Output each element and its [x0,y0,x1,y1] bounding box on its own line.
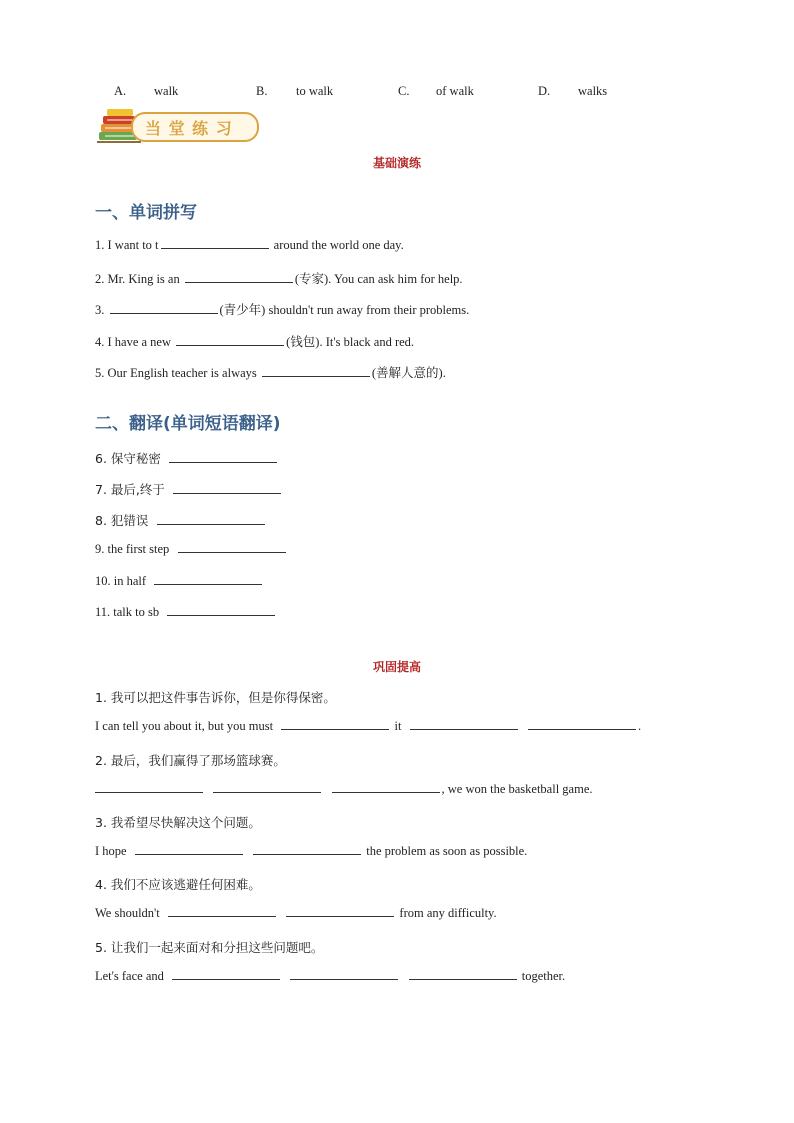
s3-q5-cn: 5. 让我们一起来面对和分担这些问题吧。 [95,940,324,955]
answer-blank[interactable] [290,978,398,980]
s2-item-9-text: 9. the first step [95,542,170,556]
s1-item-2-post: (专家). You can ask him for help. [294,272,463,286]
s3-q1-pre: I can tell you about it, but you must [95,719,274,733]
answer-blank[interactable] [332,791,440,793]
s3-q1-cn: 1. 我可以把这件事告诉你，但是你得保密。 [95,690,336,705]
section2-title: 二、翻译(单词短语翻译) [95,414,281,434]
s2-item-11 [95,605,277,620]
s3-q5-en [95,969,565,984]
option-c-letter: C. [398,84,410,98]
option-b-letter: B. [256,84,268,98]
s1-item-1 [95,238,404,253]
answer-blank[interactable] [154,583,262,585]
s1-item-1-post: around the world one day. [270,238,404,252]
s2-item-6 [95,449,279,467]
s1-item-3-pre: 3. [95,303,108,317]
s3-q3-end: the problem as soon as possible. [366,844,528,858]
answer-blank[interactable] [173,492,281,494]
answer-blank[interactable] [176,344,284,346]
answer-blank[interactable] [169,461,277,463]
answer-blank[interactable] [262,375,370,377]
answer-blank[interactable] [178,551,286,553]
s3-q5-end: together. [521,969,566,983]
s1-item-1-pre: 1. I want to t [95,238,159,252]
s3-q4-cn: 4. 我们不应该逃避任何困难。 [95,877,261,892]
answer-blank[interactable] [253,853,361,855]
s3-q2-en [95,782,593,797]
s2-item-10-text: 10. in half [95,574,147,588]
s3-q4-pre: We shouldn't [95,906,160,920]
s2-item-8 [95,511,267,529]
option-a-letter: A. [114,84,127,98]
s1-item-4-post: (钱包). It's black and red. [286,335,415,349]
answer-blank[interactable] [410,728,518,730]
s1-item-3-post: (青少年) shouldn't run away from their problems. [219,303,470,317]
s3-q5-pre: Let's face and [95,969,164,983]
s1-item-4 [95,332,414,350]
answer-blank[interactable] [110,312,218,314]
basic-practice-title: 基础演练 [372,156,421,170]
option-b-text: to walk [296,84,334,98]
option-d-letter: D. [538,84,551,98]
s3-q4-en [95,906,497,921]
answer-blank[interactable] [281,728,389,730]
answer-blank[interactable] [185,281,293,283]
answer-blank[interactable] [213,791,321,793]
s1-item-2 [95,269,463,287]
s2-item-9 [95,542,288,557]
s2-item-10 [95,574,264,589]
s3-q3-cn: 3. 我希望尽快解决这个问题。 [95,815,261,830]
s3-q2-end: , we won the basketball game. [441,782,593,796]
s3-q3-pre: I hope [95,844,127,858]
s3-q1-mid: it [394,719,402,733]
option-d-text: walks [578,84,608,98]
s3-q4-end: from any difficulty. [399,906,497,920]
s1-item-2-pre: 2. Mr. King is an [95,272,183,286]
s2-item-6-text: 6. 保守秘密 [95,451,161,466]
answer-blank[interactable] [409,978,517,980]
s3-q1-en [95,719,641,734]
practice-banner [95,106,260,146]
s3-q1-end: . [637,719,642,733]
banner-label-box [131,112,259,142]
s1-item-4-pre: 4. I have a new [95,335,175,349]
s1-item-5 [95,363,446,381]
s1-item-5-pre: 5. Our English teacher is always [95,366,260,380]
answer-blank[interactable] [286,915,394,917]
answer-blank[interactable] [168,915,276,917]
s2-item-7 [95,480,283,498]
improve-title: 巩固提高 [372,660,421,674]
option-a-text: walk [154,84,179,98]
answer-blank[interactable] [157,523,265,525]
s2-item-7-text: 7. 最后,终于 [95,482,165,497]
s2-item-11-text: 11. talk to sb [95,605,160,619]
banner-label: 当 堂 练 习 [145,119,233,138]
s3-q3-en [95,844,527,859]
answer-blank[interactable] [135,853,243,855]
section1-title: 一、单词拼写 [95,203,197,223]
answer-blank[interactable] [95,791,203,793]
answer-blank[interactable] [172,978,280,980]
option-c-text: of walk [436,84,474,98]
answer-blank[interactable] [528,728,636,730]
answer-blank[interactable] [167,614,275,616]
s2-item-8-text: 8. 犯错误 [95,513,149,528]
answer-blank[interactable] [161,247,269,249]
s3-q2-cn: 2. 最后，我们赢得了那场篮球赛。 [95,753,286,768]
s1-item-5-post: (善解人意的). [371,366,446,380]
s1-item-3 [95,300,469,318]
